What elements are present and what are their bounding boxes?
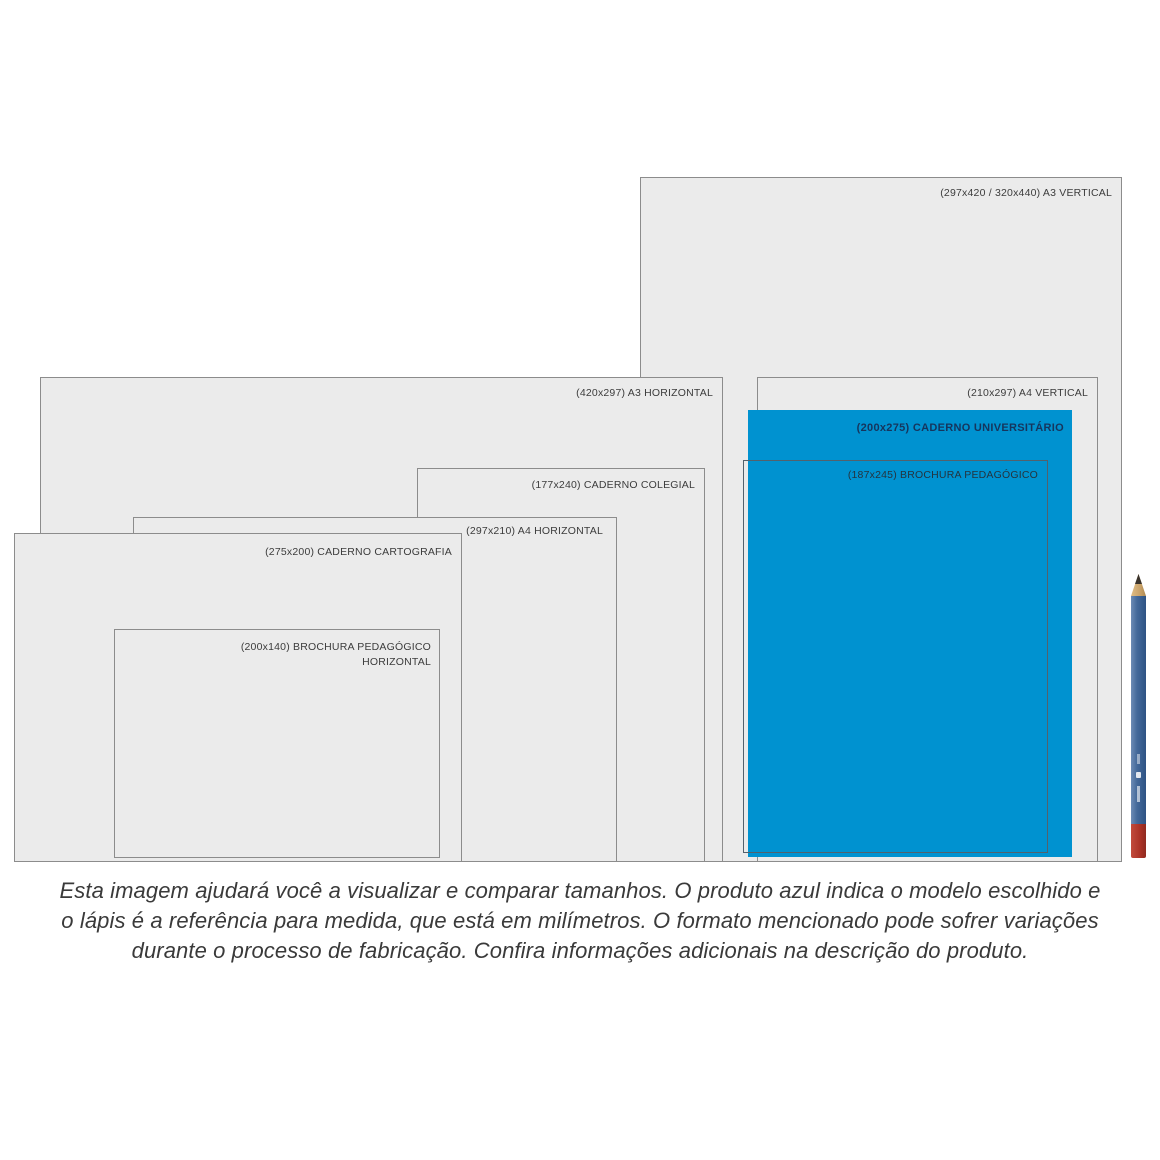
pencil-brand-mark xyxy=(1136,772,1141,778)
caption-line-3: durante o processo de fabricação. Confira informações adicionais na descrição do produto. xyxy=(131,938,1029,963)
pencil-brand-mark xyxy=(1137,786,1140,802)
pencil-graphite-tip-icon xyxy=(1135,574,1142,584)
size-label-a4-vertical: (210x297) A4 VERTICAL xyxy=(967,387,1088,399)
caption xyxy=(0,876,1160,966)
size-label-caderno-universitario: (200x275) CADERNO UNIVERSITÁRIO xyxy=(856,422,1064,434)
pencil-brand-mark xyxy=(1137,754,1140,764)
size-label-brochura-pedagogico-horizontal: (200x140) BROCHURA PEDAGÓGICO HORIZONTAL xyxy=(240,641,431,669)
pencil-body xyxy=(1131,596,1146,824)
caption-line-2: o lápis é a referência para medida, que está em milímetros. O formato mencionado pode sofrer variações xyxy=(61,908,1099,933)
size-box-brochura-pedagogico-horizontal xyxy=(114,629,440,858)
size-label-a4-horizontal: (297x210) A4 HORIZONTAL xyxy=(466,525,603,537)
pencil-red-end xyxy=(1131,824,1146,858)
caption-line-1: Esta imagem ajudará você a visualizar e comparar tamanhos. O produto azul indica o modelo escolhido e xyxy=(59,878,1101,903)
size-box-brochura-pedagogico xyxy=(743,460,1048,853)
size-label-brochura-pedagogico: (187x245) BROCHURA PEDAGÓGICO xyxy=(847,469,1038,481)
size-label-caderno-cartografia: (275x200) CADERNO CARTOGRAFIA xyxy=(265,546,452,558)
pencil xyxy=(1131,574,1146,858)
size-label-a3-horizontal: (420x297) A3 HORIZONTAL xyxy=(576,387,713,399)
size-label-caderno-colegial: (177x240) CADERNO COLEGIAL xyxy=(531,479,695,491)
size-label-a3-vertical: (297x420 / 320x440) A3 VERTICAL xyxy=(940,187,1112,199)
